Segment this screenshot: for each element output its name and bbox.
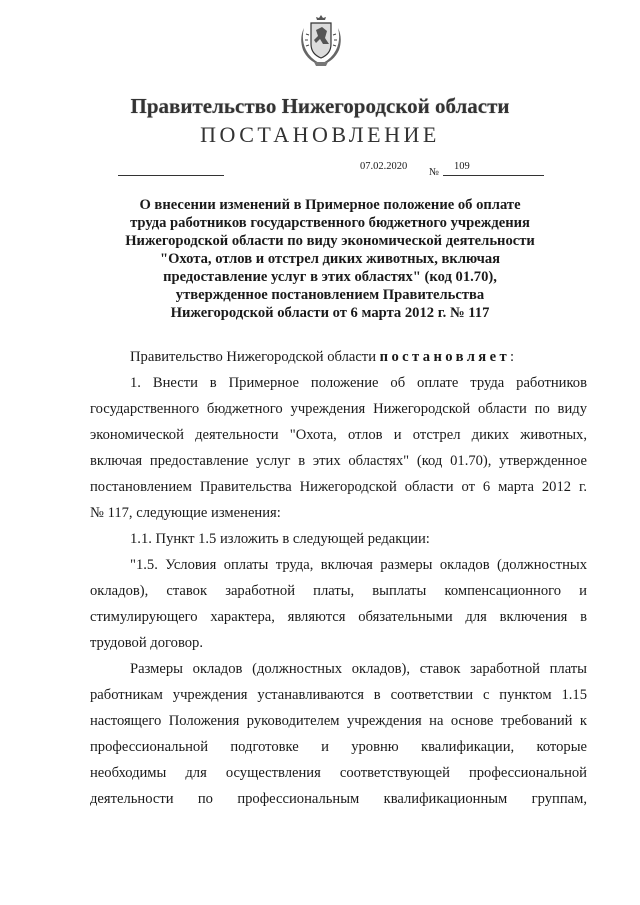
heading-line: "Охота, отлов и отстрел диких животных, включая <box>159 251 501 267</box>
heading-line: О внесении изменений в Примерное положение об оплате <box>139 197 521 213</box>
paragraph-1-line: 1. Внести в Примерное положение об оплате труда работников <box>130 375 587 391</box>
date-underline-left <box>118 175 224 176</box>
preamble-verb: постановляет <box>379 349 511 365</box>
heading-line: Нижегородской области от 6 марта 2012 г. № 117 <box>170 305 490 321</box>
preamble <box>90 344 587 370</box>
paragraph-1-1: 1.1. Пункт 1.5 изложить в следующей редакции: <box>130 531 430 547</box>
government-name: Правительство Нижегородской области <box>130 94 510 118</box>
sizes-line: работникам учреждения устанавливаются в соответствии с пунктом 1.15 <box>90 687 587 703</box>
preamble-colon: : <box>510 349 515 365</box>
heading-line: предоставление услуг в этих областях" (код 01.70), <box>163 269 497 285</box>
document-heading <box>90 196 570 322</box>
sizes-line: Размеры окладов (должностных окладов), ставок заработной платы <box>130 661 587 677</box>
document-type: ПОСТАНОВЛЕНИЕ <box>200 122 440 147</box>
quote-line: "1.5. Условия оплаты труда, включая размеры окладов (должностных <box>130 557 587 573</box>
paragraph-1-line: постановлением Правительства Нижегородской области от 6 марта 2012 г. <box>90 479 587 495</box>
number-underline <box>443 175 544 176</box>
quote-line: трудовой договор. <box>90 635 203 651</box>
paragraph-1-line: включая предоставление услуг в этих областях" (код 01.70), утвержденное <box>90 453 587 469</box>
coat-of-arms-emblem <box>300 14 342 68</box>
number-sign: № <box>429 167 440 178</box>
paragraph-1-line: № 117, следующие изменения: <box>90 505 281 521</box>
document-number: 109 <box>454 161 470 172</box>
preamble-subject: Правительство Нижегородской области <box>130 349 376 365</box>
quote-line: стимулирующего характера, являются обязательными для включения в <box>90 609 587 625</box>
sizes-line: настоящего Положения руководителем учреждения на основе требований к <box>90 713 587 729</box>
document-date: 07.02.2020 <box>360 161 408 172</box>
quote-line: окладов), ставок заработной платы, выплаты компенсационного и <box>90 583 587 599</box>
heading-line: утвержденное постановлением Правительства <box>175 287 485 303</box>
paragraph-1-line: экономической деятельности "Охота, отлов и отстрел диких животных, <box>90 427 587 443</box>
paragraph-1-line: государственного бюджетного учреждения Нижегородской области по виду <box>90 401 587 417</box>
document-body <box>90 344 587 812</box>
heading-line: Нижегородской области по виду экономической деятельности <box>125 233 535 249</box>
sizes-line: профессиональной подготовке и уровню квалификации, которые <box>90 739 587 755</box>
sizes-line: необходимы для осуществления соответствующей профессиональной <box>90 765 587 781</box>
sizes-line: деятельности по профессиональным квалификационным группам, <box>90 791 587 807</box>
heading-line: труда работников государственного бюджетного учреждения <box>130 215 530 231</box>
